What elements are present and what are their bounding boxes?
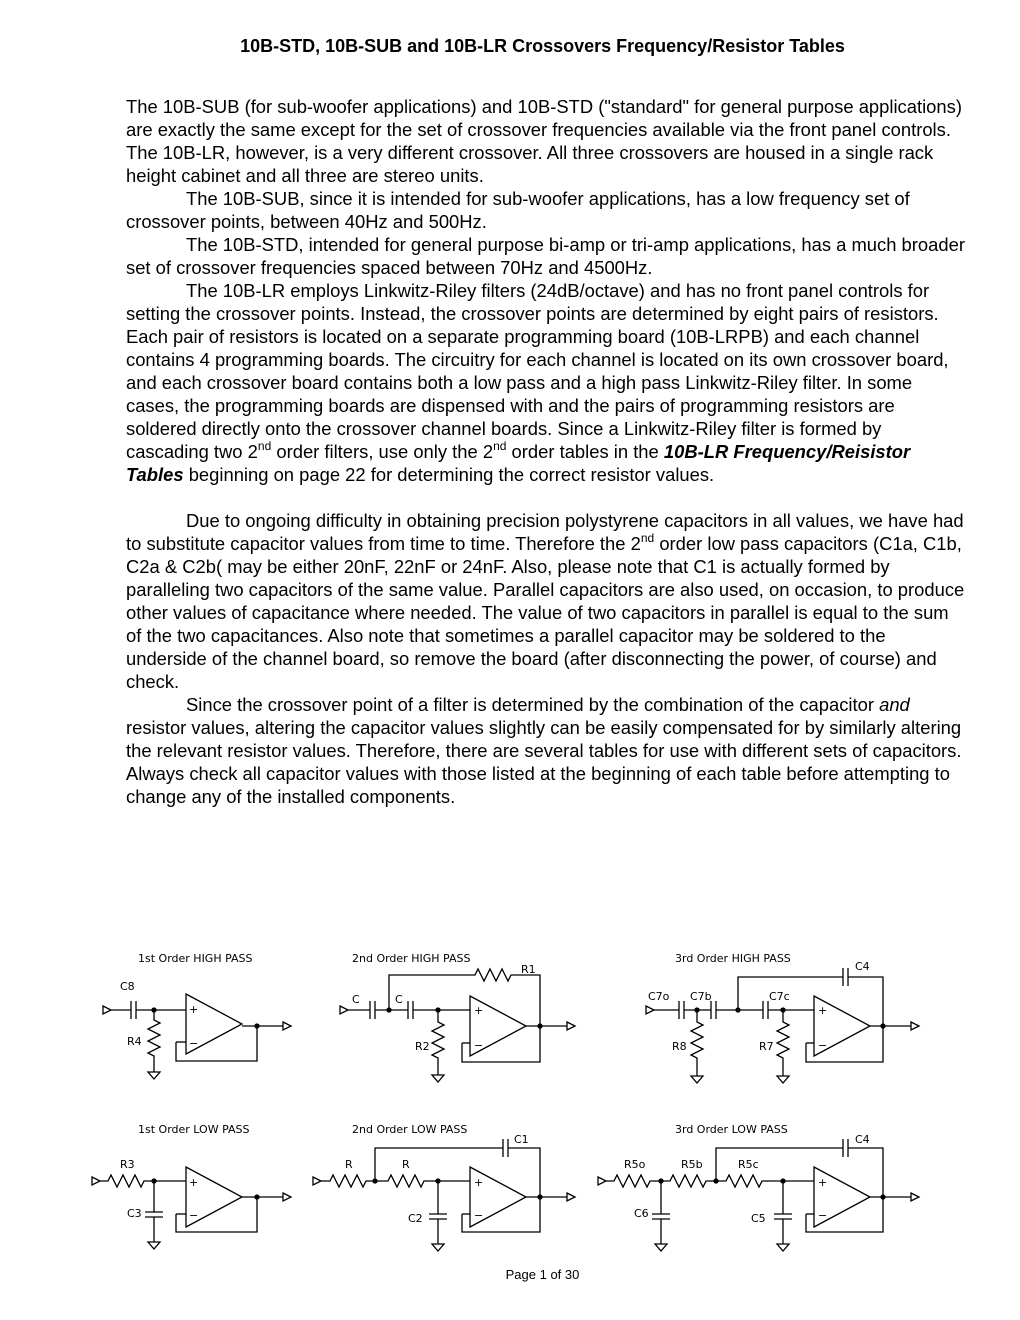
- text-run: beginning on page 22 for determining the correct resistor values.: [183, 464, 715, 485]
- output-terminal: [911, 1022, 919, 1030]
- paragraph-10b-std: The 10B-STD, intended for general purpose bi-amp or tri-amp applications, has a much broader set of crossover frequencies spaced between 70Hz and 4500Hz.: [126, 234, 965, 278]
- resistor-label: R4: [127, 1035, 142, 1048]
- text-run: order tables in the: [506, 441, 664, 462]
- schematic-1st-order-high-pass: [103, 952, 291, 1079]
- op-amp-plus: +: [189, 1003, 199, 1016]
- body-text: [126, 95, 966, 808]
- op-amp-plus: +: [189, 1176, 199, 1189]
- resistor-label: R: [402, 1158, 410, 1171]
- capacitor-label: C7b: [690, 990, 712, 1003]
- capacitor-label: C7c: [769, 990, 790, 1003]
- filter-schematics: [0, 930, 1020, 1260]
- superscript: nd: [640, 530, 655, 545]
- op-amp-minus: −: [474, 1209, 484, 1222]
- op-amp-plus: +: [474, 1004, 484, 1017]
- op-amp-minus: −: [189, 1037, 199, 1050]
- capacitor-label: C7o: [648, 990, 670, 1003]
- text-run: order low pass capacitors (C1a, C1b, C2a & C2b( may be either 20nF, 22nF or 24nF. Also, please note that C1 is actually formed by paralleling two capacitors of the same value. Parallel capacitors are also used, on occasion, to produce other values of capacitance where needed. The value of two capacitors in parallel is equal to the sum of the two capacitances. Also note that sometimes a parallel capacitor may be soldered to the underside of the channel board, so remove the board (after disconnecting the power, of course) and check.: [126, 533, 965, 692]
- resistor-label: R5c: [738, 1158, 759, 1171]
- page-number: Page 1 of 30: [505, 1267, 580, 1282]
- schematic-title: 1st Order HIGH PASS: [138, 952, 253, 965]
- ground-symbol: [432, 1075, 444, 1082]
- schematic-3rd-order-high-pass: [646, 952, 919, 1083]
- resistor-label: R5o: [624, 1158, 646, 1171]
- ground-symbol: [691, 1076, 703, 1083]
- capacitor-label: C: [395, 993, 403, 1006]
- output-terminal: [567, 1193, 575, 1201]
- capacitor-label: C8: [120, 980, 135, 993]
- text-run: order filters, use only the 2: [271, 441, 494, 462]
- op-amp-plus: +: [818, 1004, 828, 1017]
- capacitor-label: C4: [855, 1133, 870, 1146]
- op-amp-minus: −: [818, 1039, 828, 1052]
- text-run: resistor values, altering the capacitor values slightly can be easily compensated for by similarly altering the relevant resistor values. Therefore, there are several tables for use with different sets of capacitors. Always check all capacitor values with those listed at the beginning of each table before attempting to change any of the installed components.: [126, 717, 962, 807]
- ground-symbol: [148, 1072, 160, 1079]
- resistor-label: R3: [120, 1158, 135, 1171]
- paragraph-10b-lr: [126, 279, 966, 486]
- schematic-title: 3rd Order LOW PASS: [675, 1123, 788, 1136]
- text-run: Since the crossover point of a filter is determined by the combination of the capacitor: [186, 694, 880, 715]
- schematic-1st-order-low-pass: [92, 1123, 291, 1249]
- schematic-title: 1st Order LOW PASS: [138, 1123, 250, 1136]
- italic-word: and: [879, 694, 910, 715]
- resistor-label: R5b: [681, 1158, 703, 1171]
- output-terminal: [283, 1193, 291, 1201]
- page-title: 10B-STD, 10B-SUB and 10B-LR Crossovers Frequency/Resistor Tables: [240, 36, 845, 56]
- schematic-3rd-order-low-pass: [598, 1123, 919, 1251]
- superscript: nd: [493, 438, 507, 453]
- resistor-label: R7: [759, 1040, 774, 1053]
- capacitor-label: C6: [634, 1207, 649, 1220]
- resistor-label: R8: [672, 1040, 687, 1053]
- input-terminal: [92, 1177, 100, 1185]
- ground-symbol: [432, 1244, 444, 1251]
- text-run: Due to ongoing difficulty in obtaining precision polystyrene capacitors in all values, we have had to substitute capacitor values from time to time. Therefore the 2: [126, 510, 964, 554]
- table-reference: 10B-LR Frequency/Reisistor Tables: [126, 441, 911, 485]
- op-amp-minus: −: [474, 1039, 484, 1052]
- input-terminal: [103, 1006, 111, 1014]
- resistor-label: R: [345, 1158, 353, 1171]
- schematic-title: 3rd Order HIGH PASS: [675, 952, 791, 965]
- ground-symbol: [777, 1244, 789, 1251]
- op-amp-minus: −: [189, 1209, 199, 1222]
- text-run: The 10B-LR employs Linkwitz-Riley filters (24dB/octave) and has no front panel controls for setting the crossover points. Instead, the crossover points are determined by eight pairs of resistors. Each pair of resistors is located on a separate programming board (10B-LRPB) and each channel contains 4 programming boards. The circuitry for each channel is located on its own crossover board, and each crossover board contains both a low pass and a high pass Linkwitz-Riley filter. In some cases, the programming boards are dispensed with and the pairs of programming resistors are soldered directly onto the crossover channel boards. Since a Linkwitz-Riley filter is formed by cascading two 2: [126, 280, 949, 462]
- capacitor-label: C1: [514, 1133, 529, 1146]
- capacitor-label: C4: [855, 960, 870, 973]
- output-terminal: [283, 1022, 291, 1030]
- op-amp-plus: +: [474, 1176, 484, 1189]
- op-amp-minus: −: [818, 1209, 828, 1222]
- ground-symbol: [655, 1244, 667, 1251]
- capacitor-label: C5: [751, 1212, 766, 1225]
- paragraph-crossover-point: [126, 693, 966, 808]
- ground-symbol: [777, 1076, 789, 1083]
- output-terminal: [567, 1022, 575, 1030]
- paragraph-gap: [126, 486, 966, 509]
- ground-symbol: [148, 1242, 160, 1249]
- paragraph-intro: The 10B-SUB (for sub-woofer applications) and 10B-STD ("standard" for general purpose applications) are exactly the same except for the set of crossover frequencies available via the front panel controls. The 10B-LR, however, is a very different crossover. All three crossovers are housed in a single rack height cabinet and all three are stereo units.: [126, 96, 962, 186]
- input-terminal: [340, 1006, 348, 1014]
- input-terminal: [598, 1177, 606, 1185]
- capacitor-label: C2: [408, 1212, 423, 1225]
- op-amp-plus: +: [818, 1176, 828, 1189]
- capacitor-label: C3: [127, 1207, 142, 1220]
- resistor-label: R1: [521, 963, 536, 976]
- input-terminal: [646, 1006, 654, 1014]
- schematic-title: 2nd Order LOW PASS: [352, 1123, 468, 1136]
- paragraph-capacitors: [126, 509, 966, 693]
- schematic-2nd-order-low-pass: [313, 1123, 575, 1251]
- resistor-label: R2: [415, 1040, 430, 1053]
- input-terminal: [313, 1177, 321, 1185]
- superscript: nd: [257, 438, 272, 453]
- capacitor-label: C: [352, 993, 360, 1006]
- schematic-2nd-order-high-pass: [340, 952, 575, 1082]
- output-terminal: [911, 1193, 919, 1201]
- paragraph-10b-sub: The 10B-SUB, since it is intended for sub-woofer applications, has a low frequency set of crossover points, between 40Hz and 500Hz.: [126, 188, 910, 232]
- schematic-title: 2nd Order HIGH PASS: [352, 952, 471, 965]
